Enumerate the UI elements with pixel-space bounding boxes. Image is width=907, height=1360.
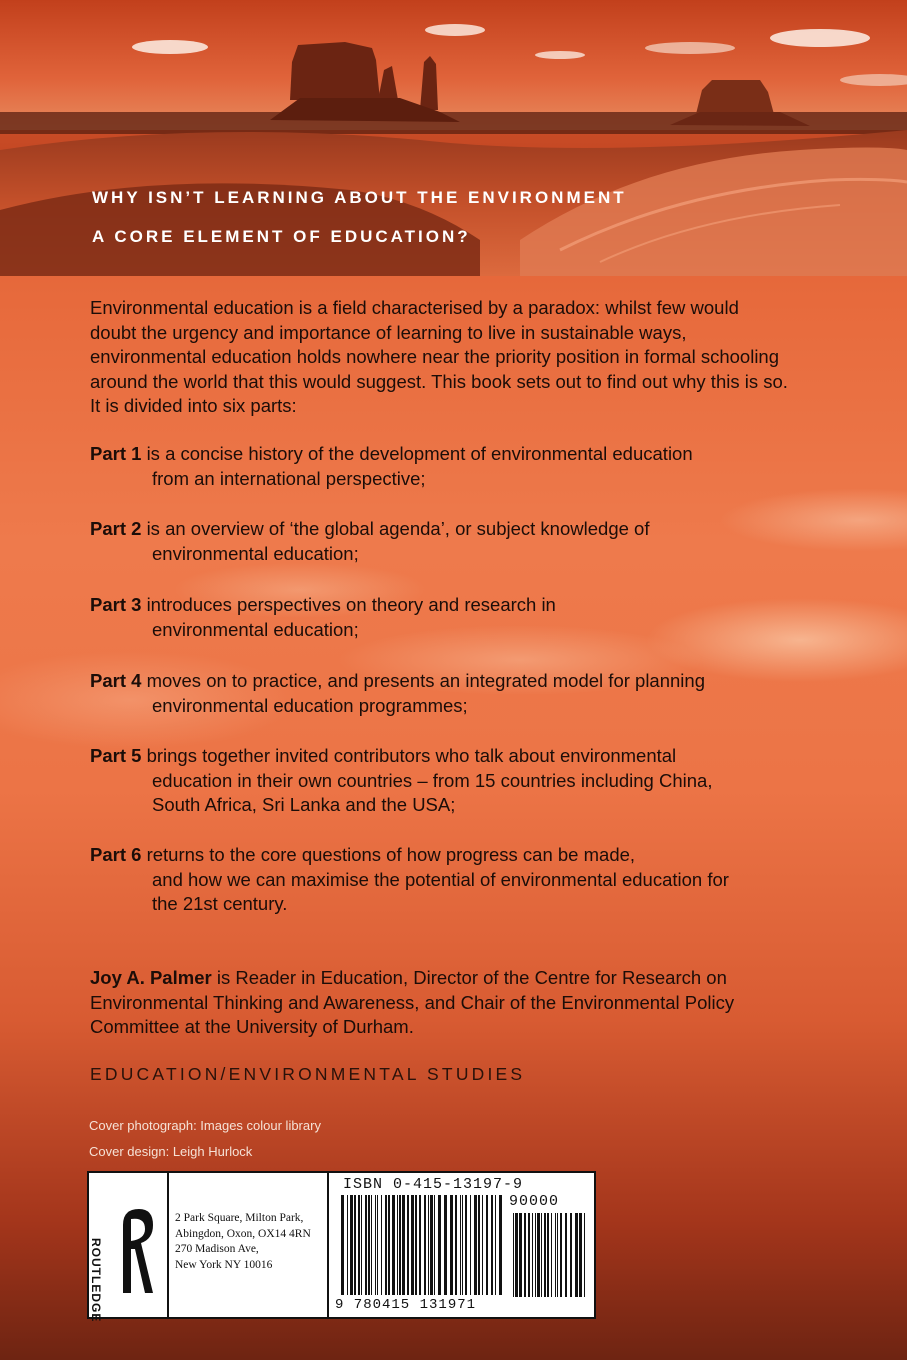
address-line: New York NY 10016	[175, 1258, 273, 1271]
publisher-name: ROUTLEDGE	[89, 1238, 103, 1323]
part-2	[90, 517, 790, 566]
part-text-line-2: education in their own countries – from 15 countries including China,	[152, 769, 713, 791]
part-text-line-1: brings together invited contributors who talk about environmental	[146, 745, 677, 766]
design-credit: Cover design: Leigh Hurlock	[89, 1144, 253, 1159]
part-text-line-1: returns to the core questions of how progress can be made,	[146, 844, 636, 865]
author-name: Joy A. Palmer	[90, 967, 212, 988]
author-bio	[90, 966, 790, 1040]
publisher-logo	[89, 1173, 169, 1323]
part-text-line-2: from an international perspective;	[152, 467, 426, 489]
barcode-area	[327, 1173, 596, 1317]
address-line: Abingdon, Oxon, OX14 4RN	[175, 1227, 311, 1240]
isbn-number: ISBN 0-415-13197-9	[343, 1176, 524, 1193]
part-text-line-3: the 21st century.	[152, 893, 288, 914]
price-code: 90000	[509, 1193, 560, 1210]
addon-barcode	[513, 1213, 589, 1297]
part-text-line-1: introduces perspectives on theory and research in	[146, 594, 556, 615]
part-text-line-1: is an overview of ‘the global agenda’, or subject knowledge of	[146, 518, 650, 539]
part-text-line-1: is a concise history of the development of environmental education	[146, 443, 693, 464]
intro-paragraph: Environmental education is a field characterised by a paradox: whilst few would doubt the urgency and importance of learning to live in sustainable ways, environmental education holds nowhere near the priority position in formal schooling around the world that this would suggest. This book sets out to find out why this is so. It is divided into six parts:	[90, 297, 788, 416]
part-4	[90, 669, 790, 718]
part-text-line-2: environmental education;	[152, 542, 359, 564]
ean-barcode	[341, 1195, 505, 1299]
part-label: Part 6	[90, 844, 142, 865]
part-label: Part 2	[90, 518, 142, 539]
address-line: 270 Madison Ave,	[175, 1243, 259, 1255]
part-3	[90, 593, 790, 642]
part-text-line-2: and how we can maximise the potential of environmental education for	[152, 868, 729, 890]
part-text-line-2: environmental education programmes;	[152, 694, 468, 716]
author-description: is Reader in Education, Director of the Centre for Research on Environmental Thinking and Awareness, and Chair of the Environmental Policy Committee at the University of Durham.	[90, 967, 735, 1037]
part-1	[90, 442, 790, 491]
part-text-line-3: South Africa, Sri Lanka and the USA;	[152, 794, 456, 815]
headline-line-2: A CORE ELEMENT OF EDUCATION?	[92, 227, 471, 246]
subject-category: EDUCATION/ENVIRONMENTAL STUDIES	[90, 1064, 526, 1084]
publisher-address	[175, 1211, 325, 1273]
routledge-r-logo-icon	[117, 1205, 157, 1295]
part-label: Part 1	[90, 443, 142, 464]
photo-credit: Cover photograph: Images colour library	[89, 1118, 321, 1133]
part-label: Part 5	[90, 745, 142, 766]
part-text-line-1: moves on to practice, and presents an integrated model for planning	[146, 670, 705, 691]
part-6	[90, 843, 790, 917]
part-label: Part 4	[90, 670, 142, 691]
publisher-barcode-panel	[87, 1171, 596, 1323]
part-label: Part 3	[90, 594, 142, 615]
part-5	[90, 744, 790, 818]
ean-number: 9 780415 131971	[335, 1297, 477, 1313]
address-line: 2 Park Square, Milton Park,	[175, 1212, 304, 1224]
headline-line-1: WHY ISN’T LEARNING ABOUT THE ENVIRONMENT	[92, 188, 627, 207]
part-text-line-2: environmental education;	[152, 618, 359, 640]
